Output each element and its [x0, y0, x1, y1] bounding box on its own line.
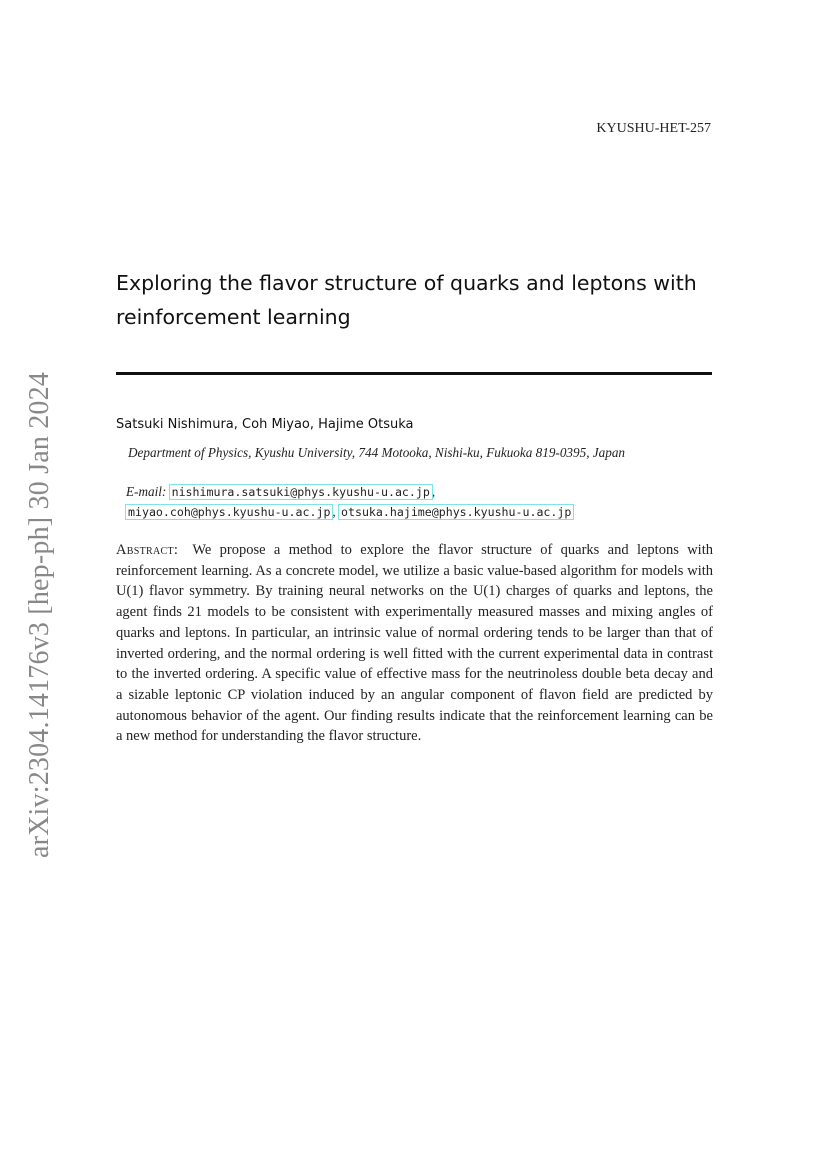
- abstract-label: Abstract:: [116, 542, 179, 558]
- email-link-nishimura[interactable]: nishimura.satsuki@phys.kyushu-u.ac.jp: [171, 485, 430, 499]
- title-rule: [116, 372, 712, 375]
- abstract-text: We propose a method to explore the flavor structure of quarks and leptons with reinforcement learning. As a concrete model, we utilize a basic value-based algorithm for models with U(1) flavor symmetry. By training neural networks on the U(1) charges of quarks and leptons, the agent finds 21 models to be consistent with experimentally measured masses and mixing angles of quarks and leptons. In particular, an intrinsic value of normal ordering tends to be larger than that of inverted ordering, and the normal ordering is well fitted with the current experimental data in contrast to the inverted ordering. A specific value of effective mass for the neutrinoless double beta decay and a sizable leptonic CP violation induced by an angular component of flavon field are predicted by autonomous behavior of the agent. Our finding results indicate that the reinforcement learning can be a new method for understanding the flavor structure.: [116, 542, 713, 745]
- email-block: E-mail: nishimura.satsuki@phys.kyushu-u.ac.jp , miyao.coh@phys.kyushu-u.ac.jp , otsuka.hajime@phys.kyushu-u.ac.jp: [126, 484, 572, 519]
- paper-title: Exploring the flavor structure of quarks and leptons with reinforcement learning: [116, 271, 697, 329]
- report-number: KYUSHU-HET-257: [596, 121, 711, 136]
- affiliation: Department of Physics, Kyushu University, 744 Motooka, Nishi-ku, Fukuoka 819-0395, Japan: [128, 445, 626, 460]
- abstract: [116, 540, 713, 747]
- email-link-otsuka[interactable]: otsuka.hajime@phys.kyushu-u.ac.jp: [341, 505, 572, 519]
- email-link-miyao[interactable]: miyao.coh@phys.kyushu-u.ac.jp: [128, 505, 331, 519]
- arxiv-identifier: arXiv:2304.14176v3 [hep-ph] 30 Jan 2024: [24, 371, 55, 859]
- author-list: Satsuki Nishimura, Coh Miyao, Hajime Otsuka: [116, 417, 414, 432]
- arxiv-sidebar-stamp: [15, 370, 65, 860]
- email-label: E-mail:: [126, 484, 167, 499]
